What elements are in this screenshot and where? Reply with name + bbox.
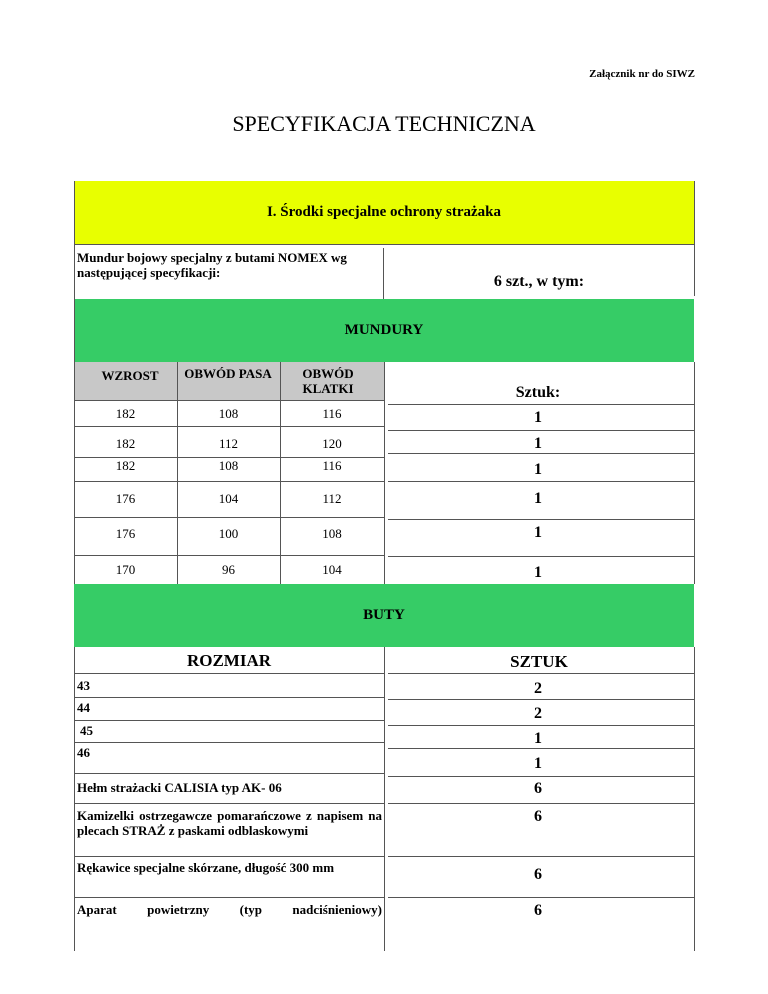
col-header-pas: OBWÓD PASA [184, 366, 272, 381]
col-header-rozmiar: ROZMIAR [186, 651, 272, 670]
uniform-description: Mundur bojowy specjalny z butami NOMEX wg następującej specyfikacji: [77, 250, 347, 280]
col-header-sztuk: Sztuk: [515, 384, 561, 401]
annex-label: Załącznik nr do SIWZ [589, 68, 695, 80]
uniforms-heading: MUNDURY [344, 322, 424, 338]
col-header-klatka: OBWÓD KLATKI [302, 366, 354, 396]
section-heading: I. Środki specjalne ochrony strażaka [266, 204, 502, 220]
uniform-quantity: 6 szt., w tym: [493, 273, 585, 290]
page-title: SPECYFIKACJA TECHNICZNA [232, 111, 536, 136]
col-header-wzrost: WZROST [101, 368, 159, 383]
boots-heading: BUTY [363, 607, 405, 623]
col-header-sztuk-boots: SZTUK [510, 652, 568, 671]
